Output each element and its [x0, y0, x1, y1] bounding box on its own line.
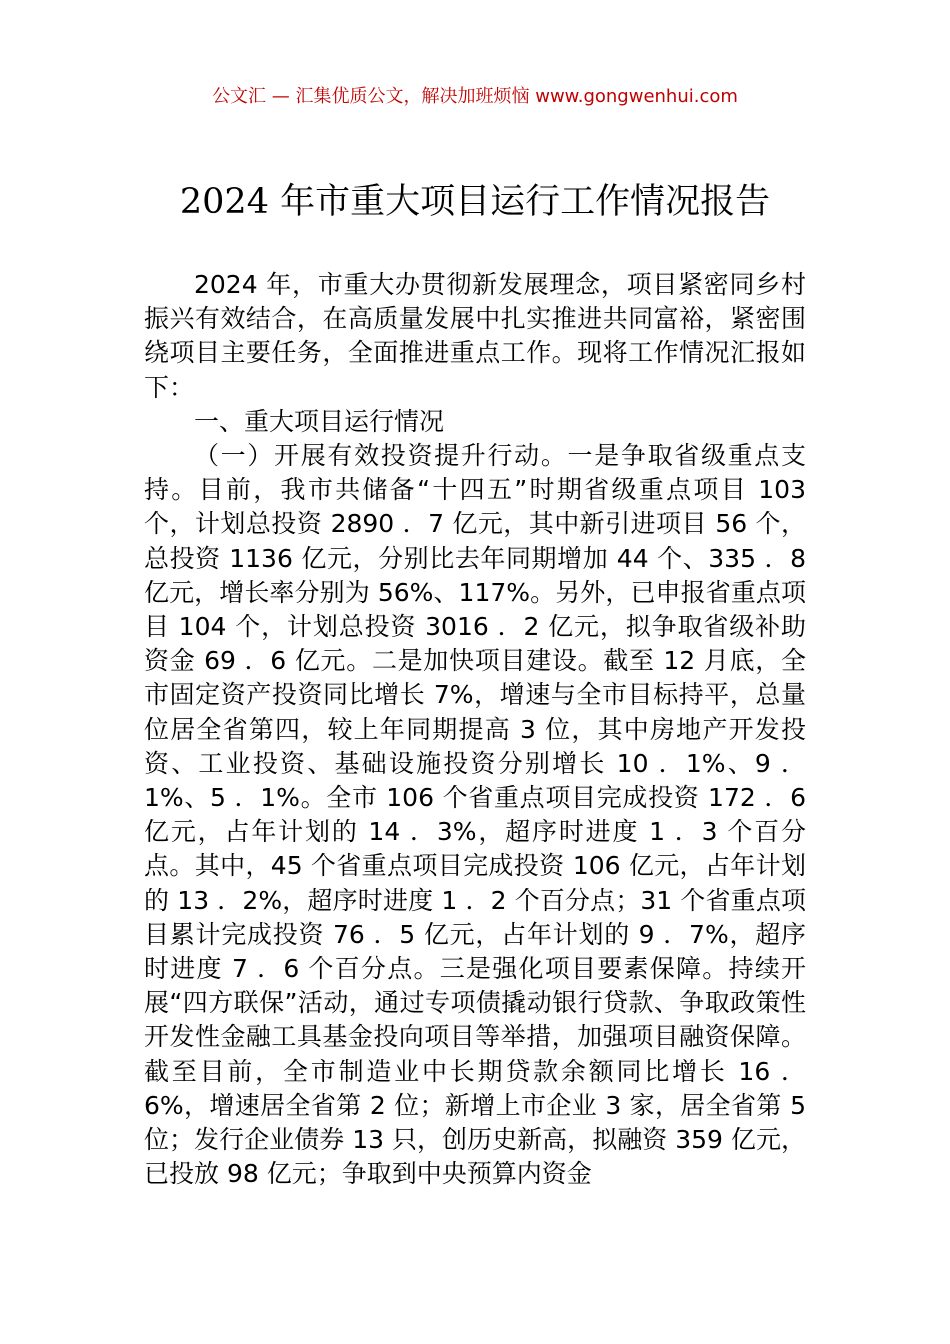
section-heading: 一、重大项目运行情况 [194, 406, 445, 436]
document-body [144, 268, 806, 1191]
document-title: 2024 年市重大项目运行工作情况报告 [179, 182, 771, 222]
header-banner[interactable]: 公文汇 — 汇集优质公文，解决加班烦恼 www.gongwenhui.com [212, 86, 738, 107]
body-paragraph: （一）开展有效投资提升行动。一是争取省级重点支持。目前，我市共储备“十四五”时期省级重点项目 103 个，计划总投资 2890 ．7 亿元，其中新引进项目 56 个，总投资 1136 亿元，分别比去年同期增加 44 个、335 ．8 亿元，增长率分别为 56%、117%。另外，已申报省重点项目 104 个，计划总投资 3016 ．2 亿元，拟争取省级补助资金 69 ．6 亿元。二是加快项目建设。截至 12 月底，全市固定资产投资同比增长 7%，增速与全市目标持平，总量位居全省第四，较上年同期提高 3 位，其中房地产开发投资、工业投资、基础设施投资分别增长 10 ．1%、9 ．1%、5 ．1%。全市 106 个省重点项目完成投资 172 ．6 亿元，占年计划的 14 ．3%，超序时进度 1 ．3 个百分点。其中，45 个省重点项目完成投资 106 亿元，占年计划的 13 ．2%，超序时进度 1 ．2 个百分点；31 个省重点项目累计完成投资 76 ．5 亿元，占年计划的 9 ．7%，超序时进度 7 ．6 个百分点。三是强化项目要素保障。持续开展“四方联保”活动，通过专项债撬动银行贷款、争取政策性开发性金融工具基金投向项目等举措，加强项目融资保障。截至目前，全市制造业中长期贷款余额同比增长 16 ．6%，增速居全省第 2 位；新增上市企业 3 家，居全省第 5 位；发行企业债券 13 只，创历史新高，拟融资 359 亿元，已投放 98 亿元；争取到中央预算内资金 [144, 441, 806, 1189]
intro-paragraph: 2024 年，市重大办贯彻新发展理念，项目紧密同乡村振兴有效结合，在高质量发展中扎实推进共同富裕，紧密围绕项目主要任务，全面推进重点工作。现将工作情况汇报如下： [144, 270, 806, 402]
